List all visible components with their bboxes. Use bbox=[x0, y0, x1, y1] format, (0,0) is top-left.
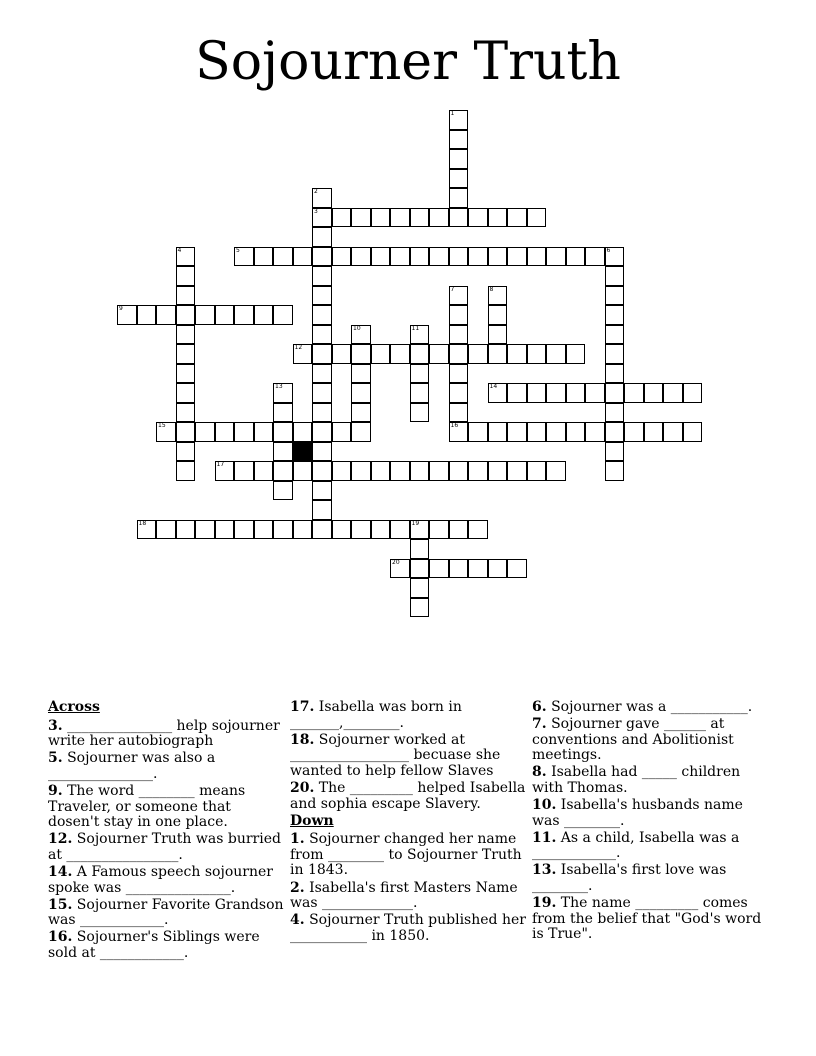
grid-cell[interactable] bbox=[390, 344, 410, 364]
clue-text: Isabella had _____ children with Thomas. bbox=[532, 764, 741, 796]
down-clue bbox=[290, 913, 526, 944]
grid-cell[interactable] bbox=[507, 344, 527, 364]
clue-text: Isabella's first Masters Name was _____________. bbox=[290, 879, 518, 912]
clue-number: 1. bbox=[290, 831, 305, 848]
clue-text: Sojourner worked at _________________ becuase she wanted to help fellow Slaves bbox=[290, 731, 501, 779]
clue-text: The word ________ means Traveler, or someone that dosen't stay in one place. bbox=[48, 782, 246, 831]
grid-cell[interactable] bbox=[332, 208, 352, 228]
grid-cell[interactable] bbox=[449, 403, 469, 423]
grid-cell[interactable] bbox=[215, 520, 235, 540]
grid-cell[interactable] bbox=[273, 305, 293, 325]
grid-cell[interactable] bbox=[332, 247, 352, 267]
clue-number: 7 bbox=[450, 285, 455, 293]
grid-cell[interactable] bbox=[449, 461, 469, 481]
down-clue bbox=[532, 700, 768, 716]
grid-cell[interactable] bbox=[254, 247, 274, 267]
grid-cell[interactable] bbox=[527, 344, 547, 364]
clue-number: 20 bbox=[392, 558, 400, 566]
grid-cell[interactable] bbox=[156, 305, 176, 325]
grid-cell[interactable] bbox=[293, 422, 313, 442]
grid-cell[interactable] bbox=[390, 520, 410, 540]
grid-cell[interactable] bbox=[410, 520, 430, 540]
clue-number: 18. bbox=[290, 731, 315, 748]
grid-cell[interactable] bbox=[273, 520, 293, 540]
grid-cell[interactable] bbox=[449, 110, 469, 130]
grid-cell[interactable] bbox=[351, 247, 371, 267]
grid-cell[interactable] bbox=[683, 422, 703, 442]
grid-cell[interactable] bbox=[293, 520, 313, 540]
clue-number: 10 bbox=[353, 324, 361, 332]
across-clue bbox=[48, 898, 284, 929]
grid-cell[interactable] bbox=[273, 247, 293, 267]
grid-cell[interactable] bbox=[546, 422, 566, 442]
grid-cell[interactable] bbox=[117, 305, 137, 325]
grid-cell[interactable] bbox=[254, 461, 274, 481]
grid-cell[interactable] bbox=[234, 422, 254, 442]
grid-cell[interactable] bbox=[410, 461, 430, 481]
grid-cell[interactable] bbox=[624, 422, 644, 442]
grid-cell[interactable] bbox=[546, 461, 566, 481]
grid-cell[interactable] bbox=[488, 325, 508, 345]
across-clue bbox=[48, 784, 284, 831]
grid-cell[interactable] bbox=[527, 461, 547, 481]
clue-number: 10. bbox=[532, 797, 557, 814]
grid-cell[interactable] bbox=[605, 325, 625, 345]
clue-text: The name _________ comes from the belief that "God's word is True". bbox=[532, 895, 762, 943]
grid-cell[interactable] bbox=[234, 461, 254, 481]
down-clue bbox=[290, 881, 526, 912]
grid-cell[interactable] bbox=[410, 325, 430, 345]
grid-cell[interactable] bbox=[254, 305, 274, 325]
across-clue bbox=[48, 930, 284, 961]
grid-cell[interactable] bbox=[273, 403, 293, 423]
grid-cell[interactable] bbox=[312, 344, 332, 364]
grid-cell[interactable] bbox=[351, 208, 371, 228]
grid-cell[interactable] bbox=[215, 461, 235, 481]
grid-cell[interactable] bbox=[410, 539, 430, 559]
across-clue bbox=[48, 865, 284, 896]
across-clue-list-continued bbox=[290, 700, 526, 812]
down-clue bbox=[532, 863, 768, 894]
grid-cell[interactable] bbox=[176, 344, 196, 364]
grid-cell[interactable] bbox=[176, 461, 196, 481]
clue-number: 15. bbox=[48, 896, 73, 913]
clue-number: 9. bbox=[48, 782, 63, 799]
clue-text: Sojourner changed her name from ________ to Sojourner Truth in 1843. bbox=[290, 831, 522, 879]
grid-cell[interactable] bbox=[468, 422, 488, 442]
grid-cell[interactable] bbox=[176, 520, 196, 540]
grid-cell[interactable] bbox=[176, 325, 196, 345]
grid-cell[interactable] bbox=[137, 305, 157, 325]
grid-cell[interactable] bbox=[449, 325, 469, 345]
grid-cell[interactable] bbox=[176, 305, 196, 325]
grid-cell[interactable] bbox=[449, 169, 469, 189]
grid-cell[interactable] bbox=[468, 344, 488, 364]
clue-text: Sojourner was a ___________. bbox=[546, 699, 753, 715]
grid-cell[interactable] bbox=[507, 461, 527, 481]
grid-cell[interactable] bbox=[351, 364, 371, 384]
clue-number: 3. bbox=[48, 717, 63, 734]
down-clue-list bbox=[290, 832, 526, 944]
clue-number: 5 bbox=[236, 246, 240, 254]
grid-cell[interactable] bbox=[273, 481, 293, 501]
grid-cell[interactable] bbox=[605, 442, 625, 462]
across-clue bbox=[290, 733, 526, 780]
grid-cell[interactable] bbox=[488, 422, 508, 442]
grid-cell[interactable] bbox=[312, 481, 332, 501]
grid-cell[interactable] bbox=[410, 559, 430, 579]
clue-number: 20. bbox=[290, 779, 315, 796]
grid-cell[interactable] bbox=[605, 305, 625, 325]
grid-cell[interactable] bbox=[507, 247, 527, 267]
grid-cell[interactable] bbox=[273, 422, 293, 442]
grid-cell[interactable] bbox=[410, 344, 430, 364]
grid-cell[interactable] bbox=[332, 520, 352, 540]
grid-cell[interactable] bbox=[371, 247, 391, 267]
grid-cell[interactable] bbox=[371, 461, 391, 481]
grid-cell[interactable] bbox=[507, 208, 527, 228]
down-clue bbox=[532, 765, 768, 796]
grid-cell[interactable] bbox=[566, 422, 586, 442]
grid-cell[interactable] bbox=[585, 383, 605, 403]
grid-cell[interactable] bbox=[332, 344, 352, 364]
clue-text: Sojourner Truth published her ___________ in 1850. bbox=[290, 912, 526, 944]
across-clue bbox=[290, 781, 526, 812]
grid-cell[interactable] bbox=[449, 383, 469, 403]
grid-cell[interactable] bbox=[293, 344, 313, 364]
grid-cell[interactable] bbox=[566, 344, 586, 364]
grid-cell[interactable] bbox=[371, 520, 391, 540]
grid-cell[interactable] bbox=[468, 461, 488, 481]
grid-cell[interactable] bbox=[449, 520, 469, 540]
grid-cell[interactable] bbox=[234, 247, 254, 267]
grid-cell[interactable] bbox=[234, 305, 254, 325]
clue-number: 2 bbox=[314, 188, 318, 195]
grid-cell[interactable] bbox=[429, 208, 449, 228]
grid-cell[interactable] bbox=[390, 208, 410, 228]
grid-cell[interactable] bbox=[176, 286, 196, 306]
grid-cell[interactable] bbox=[410, 383, 430, 403]
clue-number: 12 bbox=[294, 344, 303, 351]
grid-cell[interactable] bbox=[195, 305, 215, 325]
grid-cell[interactable] bbox=[527, 422, 547, 442]
grid-cell[interactable] bbox=[312, 305, 332, 325]
grid-cell[interactable] bbox=[507, 559, 527, 579]
grid-cell[interactable] bbox=[468, 520, 488, 540]
grid-cell[interactable] bbox=[273, 383, 293, 403]
grid-cell[interactable] bbox=[449, 305, 469, 325]
clue-text: The _________ helped Isabella and sophia escape Slavery. bbox=[290, 779, 526, 812]
clue-column-2 bbox=[290, 700, 526, 946]
grid-cell[interactable] bbox=[449, 247, 469, 267]
grid-cell[interactable] bbox=[312, 422, 332, 442]
clue-column-1 bbox=[48, 700, 284, 963]
grid-cell[interactable] bbox=[410, 403, 430, 423]
grid-cell[interactable] bbox=[605, 344, 625, 364]
grid-cell[interactable] bbox=[293, 461, 313, 481]
clue-number: 12. bbox=[48, 831, 73, 848]
grid-cell[interactable] bbox=[156, 520, 176, 540]
grid-cell[interactable] bbox=[527, 247, 547, 267]
clue-number: 19 bbox=[411, 519, 420, 527]
grid-cell[interactable] bbox=[488, 247, 508, 267]
grid-cell[interactable] bbox=[176, 442, 196, 462]
clue-text: Sojourner was also a _______________. bbox=[48, 750, 216, 782]
grid-cell[interactable] bbox=[351, 461, 371, 481]
grid-cell[interactable] bbox=[624, 383, 644, 403]
grid-cell[interactable] bbox=[546, 383, 566, 403]
grid-cell[interactable] bbox=[351, 520, 371, 540]
clue-number: 3 bbox=[314, 207, 318, 215]
grid-cell[interactable] bbox=[507, 383, 527, 403]
grid-cell[interactable] bbox=[195, 422, 215, 442]
grid-cell[interactable] bbox=[312, 383, 332, 403]
grid-cell[interactable] bbox=[449, 344, 469, 364]
clue-number: 2. bbox=[290, 879, 305, 896]
grid-cell[interactable] bbox=[449, 364, 469, 384]
grid-cell[interactable] bbox=[449, 188, 469, 208]
grid-cell[interactable] bbox=[449, 559, 469, 579]
grid-cell[interactable] bbox=[390, 461, 410, 481]
puzzle-title: Sojourner Truth bbox=[195, 32, 621, 92]
down-clue-list-continued bbox=[532, 700, 768, 943]
clue-number: 17. bbox=[290, 699, 315, 715]
black-cell bbox=[293, 442, 313, 462]
grid-cell[interactable] bbox=[215, 305, 235, 325]
grid-cell[interactable] bbox=[312, 266, 332, 286]
clue-number: 11 bbox=[411, 324, 420, 332]
grid-cell[interactable] bbox=[644, 422, 664, 442]
grid-cell[interactable] bbox=[449, 422, 469, 442]
clue-number: 16. bbox=[48, 929, 73, 946]
grid-cell[interactable] bbox=[195, 520, 215, 540]
clue-text: A Famous speech sojourner spoke was _______________. bbox=[48, 863, 273, 896]
grid-cell[interactable] bbox=[351, 344, 371, 364]
down-clue bbox=[532, 798, 768, 829]
grid-cell[interactable] bbox=[254, 520, 274, 540]
grid-cell[interactable] bbox=[312, 442, 332, 462]
grid-cell[interactable] bbox=[429, 461, 449, 481]
grid-cell[interactable] bbox=[527, 208, 547, 228]
grid-cell[interactable] bbox=[332, 461, 352, 481]
grid-cell[interactable] bbox=[254, 422, 274, 442]
down-clue bbox=[532, 896, 768, 943]
clue-number: 15 bbox=[158, 422, 166, 429]
grid-cell[interactable] bbox=[585, 422, 605, 442]
grid-cell[interactable] bbox=[429, 520, 449, 540]
grid-cell[interactable] bbox=[605, 364, 625, 384]
grid-cell[interactable] bbox=[410, 598, 430, 618]
clue-number: 4 bbox=[177, 246, 182, 254]
grid-cell[interactable] bbox=[215, 422, 235, 442]
clue-number: 11. bbox=[532, 829, 557, 846]
grid-cell[interactable] bbox=[273, 461, 293, 481]
across-heading: Across bbox=[48, 699, 100, 715]
grid-cell[interactable] bbox=[605, 286, 625, 306]
grid-cell[interactable] bbox=[312, 227, 332, 247]
grid-cell[interactable] bbox=[176, 422, 196, 442]
clue-text: Isabella's husbands name was ________. bbox=[532, 797, 743, 829]
across-clue bbox=[48, 751, 284, 782]
grid-cell[interactable] bbox=[156, 422, 176, 442]
grid-cell[interactable] bbox=[312, 520, 332, 540]
grid-cell[interactable] bbox=[488, 305, 508, 325]
grid-cell[interactable] bbox=[605, 247, 625, 267]
down-clue bbox=[290, 832, 526, 879]
grid-cell[interactable] bbox=[410, 247, 430, 267]
clue-number: 19. bbox=[532, 895, 557, 912]
grid-cell[interactable] bbox=[176, 247, 196, 267]
clue-number: 14. bbox=[48, 863, 73, 880]
grid-cell[interactable] bbox=[488, 286, 508, 306]
grid-cell[interactable] bbox=[605, 403, 625, 423]
clue-text: Isabella's first love was ________. bbox=[532, 862, 727, 895]
grid-cell[interactable] bbox=[234, 520, 254, 540]
grid-cell[interactable] bbox=[351, 383, 371, 403]
clue-number: 8 bbox=[489, 285, 494, 293]
grid-cell[interactable] bbox=[546, 247, 566, 267]
grid-cell[interactable] bbox=[312, 286, 332, 306]
across-clue bbox=[48, 719, 284, 750]
grid-cell[interactable] bbox=[351, 422, 371, 442]
grid-cell[interactable] bbox=[546, 344, 566, 364]
clue-number: 6. bbox=[532, 699, 547, 715]
grid-cell[interactable] bbox=[488, 461, 508, 481]
clue-number: 17 bbox=[216, 461, 225, 468]
down-heading: Down bbox=[290, 812, 334, 829]
grid-cell[interactable] bbox=[488, 383, 508, 403]
grid-cell[interactable] bbox=[176, 403, 196, 423]
grid-cell[interactable] bbox=[468, 559, 488, 579]
grid-cell[interactable] bbox=[351, 403, 371, 423]
grid-cell[interactable] bbox=[488, 344, 508, 364]
clue-number: 13. bbox=[532, 862, 557, 879]
clue-number: 13 bbox=[275, 383, 283, 390]
across-clue-list bbox=[48, 719, 284, 962]
down-clue bbox=[532, 831, 768, 862]
grid-cell[interactable] bbox=[176, 383, 196, 403]
grid-cell[interactable] bbox=[488, 208, 508, 228]
grid-cell[interactable] bbox=[312, 247, 332, 267]
grid-cell[interactable] bbox=[449, 286, 469, 306]
grid-cell[interactable] bbox=[683, 383, 703, 403]
clue-text: Sojourner Favorite Grandson was ____________. bbox=[48, 896, 284, 929]
grid-cell[interactable] bbox=[449, 149, 469, 169]
grid-cell[interactable] bbox=[449, 208, 469, 228]
clue-column-3 bbox=[532, 700, 768, 944]
grid-cell[interactable] bbox=[429, 247, 449, 267]
grid-cell[interactable] bbox=[468, 247, 488, 267]
grid-cell[interactable] bbox=[312, 188, 332, 208]
grid-cell[interactable] bbox=[429, 344, 449, 364]
grid-cell[interactable] bbox=[605, 422, 625, 442]
across-clue bbox=[290, 700, 526, 731]
clue-number: 16 bbox=[450, 422, 459, 429]
grid-cell[interactable] bbox=[312, 500, 332, 520]
clue-text: _______________ help sojourner write her autobiograph bbox=[48, 717, 280, 750]
grid-cell[interactable] bbox=[351, 325, 371, 345]
grid-cell[interactable] bbox=[468, 208, 488, 228]
grid-cell[interactable] bbox=[644, 383, 664, 403]
grid-cell[interactable] bbox=[449, 130, 469, 150]
clue-text: Sojourner gave ______ at conventions and Abolitionist meetings. bbox=[532, 716, 734, 764]
grid-cell[interactable] bbox=[410, 578, 430, 598]
grid-cell[interactable] bbox=[332, 422, 352, 442]
grid-cell[interactable] bbox=[605, 461, 625, 481]
across-clue bbox=[48, 832, 284, 863]
grid-cell[interactable] bbox=[371, 208, 391, 228]
clue-text: As a child, Isabella was a ____________. bbox=[532, 829, 740, 862]
grid-cell[interactable] bbox=[312, 461, 332, 481]
grid-cell[interactable] bbox=[273, 442, 293, 462]
grid-cell[interactable] bbox=[312, 325, 332, 345]
grid-cell[interactable] bbox=[527, 383, 547, 403]
grid-cell[interactable] bbox=[410, 208, 430, 228]
grid-cell[interactable] bbox=[312, 364, 332, 384]
grid-cell[interactable] bbox=[390, 247, 410, 267]
grid-cell[interactable] bbox=[585, 247, 605, 267]
clue-number: 8. bbox=[532, 764, 547, 781]
grid-cell[interactable] bbox=[390, 559, 410, 579]
clue-text: Isabella was born in _______,________. bbox=[290, 699, 462, 731]
grid-cell[interactable] bbox=[663, 383, 683, 403]
grid-cell[interactable] bbox=[605, 383, 625, 403]
clue-number: 1 bbox=[450, 110, 455, 117]
clue-number: 6 bbox=[606, 246, 611, 254]
clue-number: 18 bbox=[138, 519, 147, 527]
grid-cell[interactable] bbox=[488, 559, 508, 579]
clue-number: 14 bbox=[489, 383, 498, 390]
grid-cell[interactable] bbox=[663, 422, 683, 442]
grid-cell[interactable] bbox=[566, 247, 586, 267]
grid-cell[interactable] bbox=[176, 364, 196, 384]
grid-cell[interactable] bbox=[566, 383, 586, 403]
grid-cell[interactable] bbox=[137, 520, 157, 540]
grid-cell[interactable] bbox=[312, 403, 332, 423]
grid-cell[interactable] bbox=[176, 266, 196, 286]
clue-number: 7. bbox=[532, 716, 547, 733]
down-clue bbox=[532, 717, 768, 764]
clue-number: 9 bbox=[119, 305, 123, 312]
clue-text: Sojourner Truth was burried at ________________. bbox=[48, 831, 281, 863]
grid-cell[interactable] bbox=[371, 344, 391, 364]
grid-cell[interactable] bbox=[429, 559, 449, 579]
grid-cell[interactable] bbox=[410, 364, 430, 384]
clue-number: 4. bbox=[290, 912, 305, 929]
grid-cell[interactable] bbox=[312, 208, 332, 228]
grid-cell[interactable] bbox=[507, 422, 527, 442]
clue-text: Sojourner's Siblings were sold at ____________. bbox=[48, 929, 260, 961]
clue-number: 5. bbox=[48, 750, 63, 767]
grid-cell[interactable] bbox=[293, 247, 313, 267]
grid-cell[interactable] bbox=[605, 266, 625, 286]
